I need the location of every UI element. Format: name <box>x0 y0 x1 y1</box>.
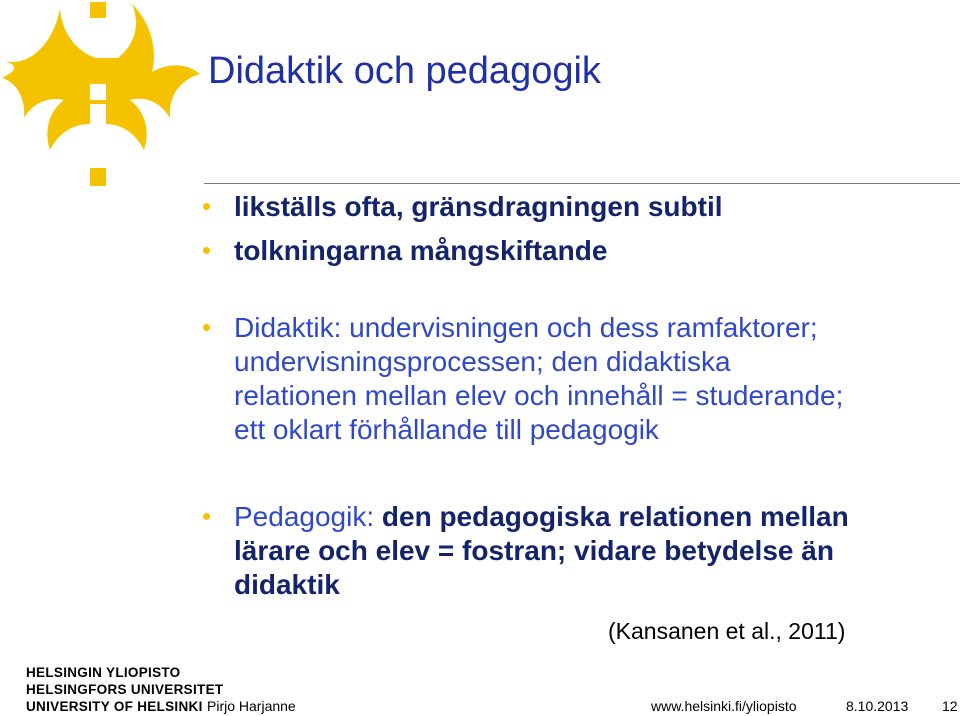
title-divider <box>204 183 960 184</box>
footer-url: www.helsinki.fi/yliopisto <box>651 698 797 714</box>
term-label: Pedagogik: <box>234 501 382 532</box>
footer-author: Pirjo Harjanne <box>207 698 296 714</box>
university-flame-logo <box>0 0 200 190</box>
bullet-dot-icon <box>203 247 210 254</box>
university-name-fi: HELSINGIN YLIOPISTO <box>26 665 181 680</box>
term-label: Didaktik: <box>234 312 350 343</box>
bullet-text: den pedagogiska relationen mellan <box>381 501 849 532</box>
bullet-text: relationen mellan elev och innehåll = studerande; <box>234 380 844 411</box>
bullet-item <box>203 311 843 447</box>
bullet-text: undervisningsprocessen; den didaktiska <box>234 346 731 377</box>
bullet-item <box>203 234 607 268</box>
bullet-dot-icon <box>203 203 210 210</box>
bullet-dot-icon <box>203 324 210 331</box>
university-name-sv: HELSINGFORS UNIVERSITET <box>26 682 224 697</box>
slide-title: Didaktik och pedagogik <box>208 50 601 92</box>
bullet-text: tolkningarna mångskiftande <box>234 235 608 266</box>
bullet-text: ett oklart förhållande till pedagogik <box>234 414 659 445</box>
bullet-text: lärare och elev = fostran; vidare betydelse än <box>234 535 834 566</box>
bullet-text: didaktik <box>234 569 340 600</box>
university-name <box>26 664 223 715</box>
bullet-item <box>203 190 723 224</box>
bullet-text: likställs ofta, gränsdragningen subtil <box>234 191 723 222</box>
bullet-dot-icon <box>203 513 210 520</box>
footer-date: 8.10.2013 <box>846 698 909 714</box>
bullet-text: undervisningen och dess ramfaktorer; <box>349 312 818 343</box>
university-name-en: UNIVERSITY OF HELSINKI <box>26 699 203 714</box>
citation: (Kansanen et al., 2011) <box>608 618 846 644</box>
bullet-item <box>203 500 849 602</box>
footer-page-number: 12 <box>942 698 958 714</box>
